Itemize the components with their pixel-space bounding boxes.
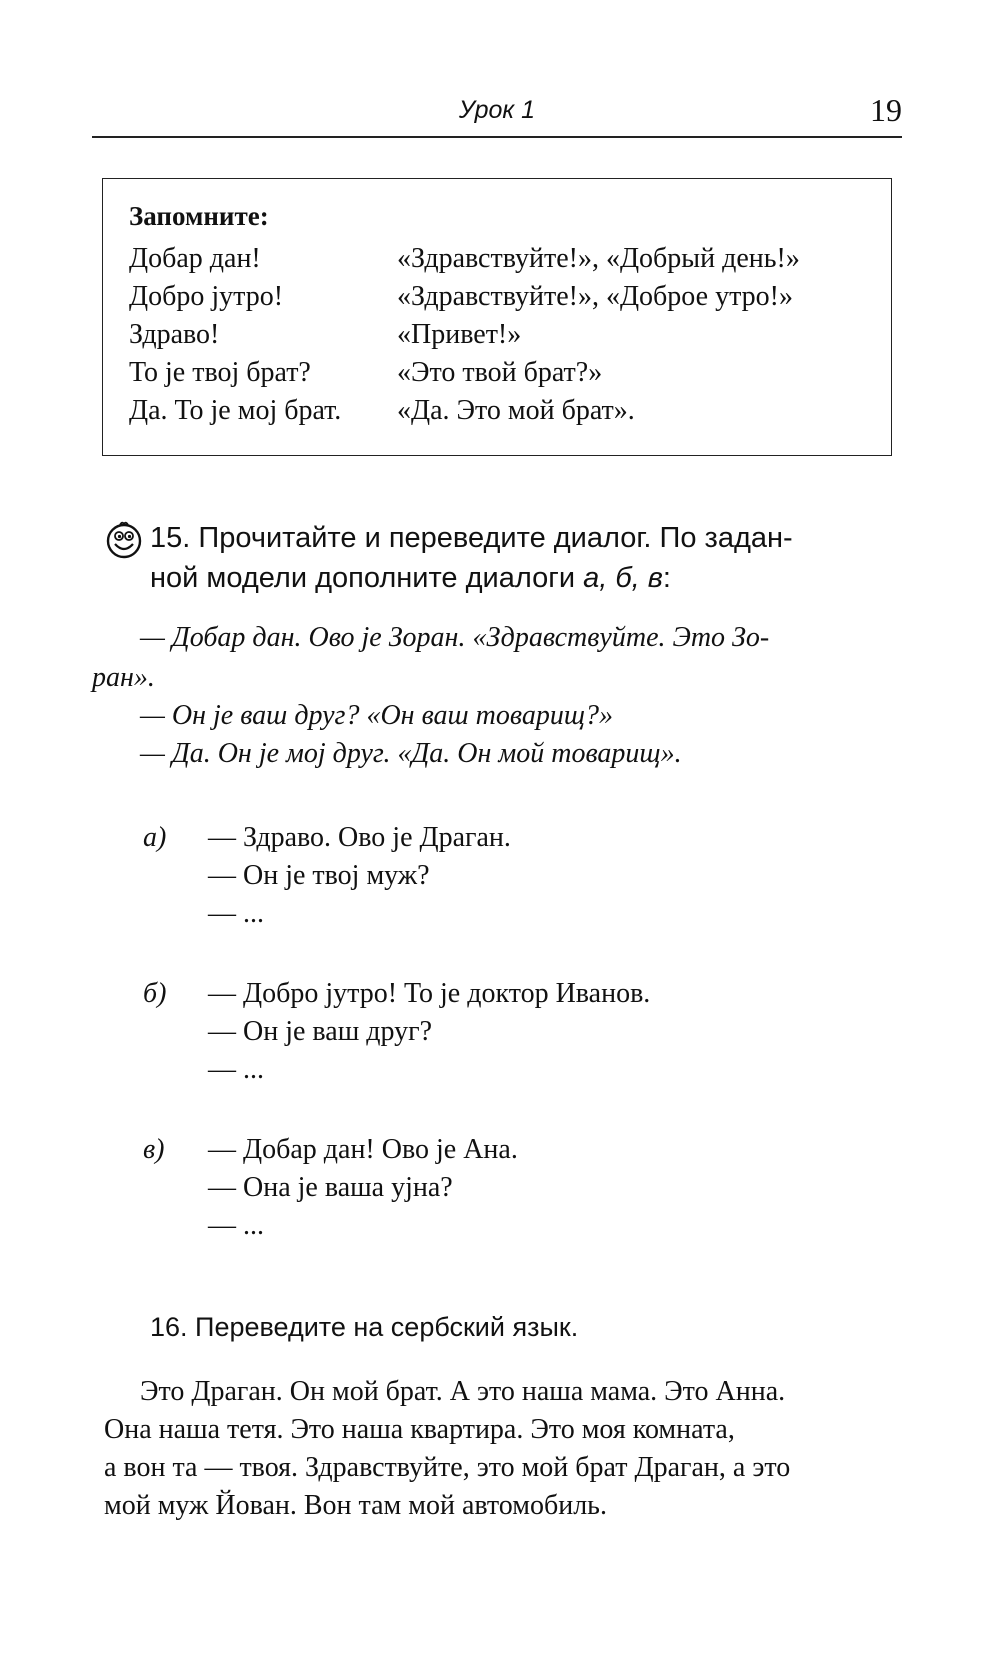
title-text: ной модели дополните диалоги bbox=[150, 562, 584, 594]
example-line: — Да. Он је мој друг. «Да. Он мой товарищ». bbox=[140, 738, 682, 769]
smiley-face-icon bbox=[104, 520, 144, 560]
option-line: — Она је ваша ујна? bbox=[208, 1172, 453, 1203]
example-line: — Добар дан. Ово је Зоран. «Здравствуйте. Это Зо- bbox=[140, 622, 770, 653]
memo-serbian: Да. То је мој брат. bbox=[129, 395, 342, 426]
option-line: — Добро јутро! То је доктор Иванов. bbox=[208, 978, 651, 1009]
example-line: ран». bbox=[92, 662, 155, 693]
memo-russian: «Это твой брат?» bbox=[397, 357, 603, 388]
option-line: — Добар дан! Ово је Ана. bbox=[208, 1134, 518, 1165]
running-header bbox=[92, 88, 902, 138]
option-letter: б) bbox=[143, 978, 167, 1009]
memo-title: Запомните: bbox=[129, 201, 269, 231]
paragraph-line: мой муж Йован. Вон там мой автомобиль. bbox=[104, 1490, 607, 1521]
option-line: — Здраво. Ово је Драган. bbox=[208, 822, 511, 853]
title-letters: а, б, в bbox=[583, 562, 663, 594]
memo-russian: «Здравствуйте!», «Добрый день!» bbox=[397, 243, 800, 274]
option-line: — ... bbox=[208, 1054, 264, 1085]
lesson-title: Урок 1 bbox=[458, 96, 536, 124]
exercise-15-title-line2 bbox=[150, 562, 671, 595]
title-colon: : bbox=[662, 562, 671, 594]
example-line: — Он је ваш друг? «Он ваш товарищ?» bbox=[140, 700, 613, 731]
memo-box bbox=[102, 178, 892, 456]
paragraph-line: а вон та — твоя. Здравствуйте, это мой брат Драган, а это bbox=[104, 1452, 791, 1483]
option-letter: а) bbox=[143, 822, 167, 853]
memo-serbian: Добро јутро! bbox=[129, 281, 284, 312]
option-line: — ... bbox=[208, 898, 264, 929]
paragraph-line: Она наша тетя. Это наша квартира. Это моя комната, bbox=[104, 1414, 735, 1445]
option-line: — ... bbox=[208, 1210, 264, 1241]
option-line: — Он је ваш друг? bbox=[208, 1016, 433, 1047]
memo-russian: «Здравствуйте!», «Доброе утро!» bbox=[397, 281, 793, 312]
memo-russian: «Привет!» bbox=[397, 319, 522, 350]
option-line: — Он је твој муж? bbox=[208, 860, 430, 891]
memo-serbian: То је твој брат? bbox=[129, 357, 311, 388]
exercise-16-title: 16. Переведите на сербский язык. bbox=[150, 1312, 579, 1342]
memo-russian: «Да. Это мой брат». bbox=[397, 395, 635, 426]
memo-serbian: Добар дан! bbox=[129, 243, 261, 274]
option-letter: в) bbox=[143, 1134, 165, 1165]
paragraph-line: Это Драган. Он мой брат. А это наша мама. Это Анна. bbox=[140, 1376, 786, 1407]
memo-serbian: Здраво! bbox=[129, 319, 220, 350]
exercise-15-title-line1: 15. Прочитайте и переведите диалог. По задан- bbox=[150, 522, 793, 554]
page-number: 19 bbox=[870, 92, 902, 128]
